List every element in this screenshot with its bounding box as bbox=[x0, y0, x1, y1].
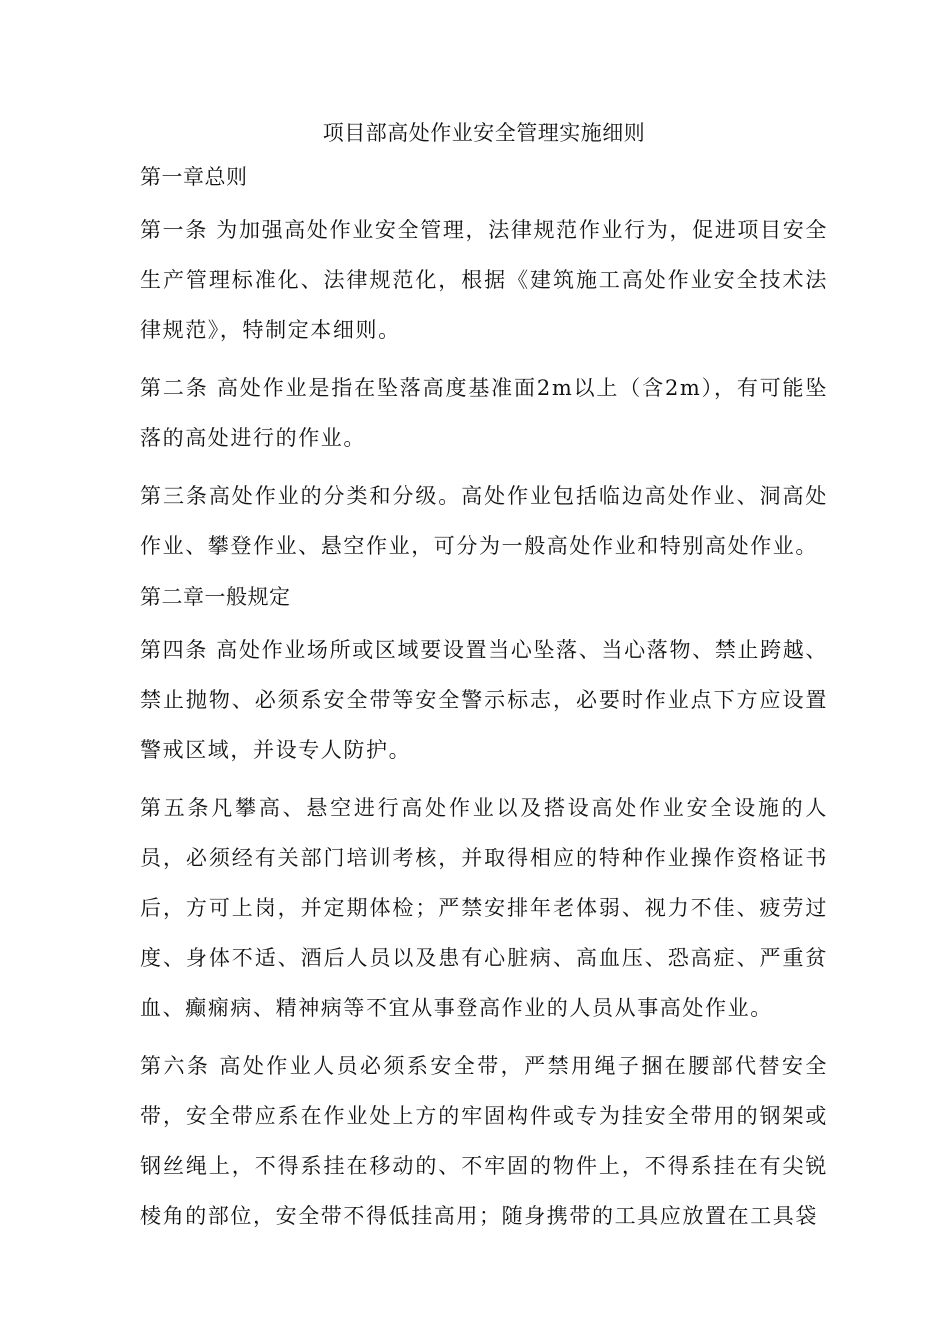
chapter-heading-2: 第二章一般规定 bbox=[140, 585, 291, 609]
article-6: 第六条 高处作业人员必须系安全带，严禁用绳子捆在腰部代替安全带，安全带应系在作业处上方的牢固构件或专为挂安全带用的钢架或钢丝绳上，不得系挂在移动的、不牢固的物件上，不得系挂在有尖锐棱角的部位，安全带不得低挂高用；随身携带的工具应放置在工具袋 bbox=[140, 1054, 828, 1228]
chapter-heading-1: 第一章总则 bbox=[140, 165, 248, 189]
article-2: 第二条 高处作业是指在坠落高度基准面2m以上（含2m），有可能坠落的高处进行的作业。 bbox=[140, 376, 828, 450]
article-4: 第四条 高处作业场所或区域要设置当心坠落、当心落物、禁止跨越、禁止抛物、必须系安全带等安全警示标志，必要时作业点下方应设置警戒区域，并设专人防护。 bbox=[140, 638, 828, 762]
article-1: 第一条 为加强高处作业安全管理，法律规范作业行为，促进项目安全生产管理标准化、法律规范化，根据《建筑施工高处作业安全技术法律规范》，特制定本细则。 bbox=[140, 218, 828, 342]
article-5: 第五条凡攀高、悬空进行高处作业以及搭设高处作业安全设施的人员，必须经有关部门培训考核，并取得相应的特种作业操作资格证书后，方可上岗，并定期体检；严禁安排年老体弱、视力不佳、疲劳过度、身体不适、酒后人员以及患有心脏病、高血压、恐高症、严重贫血、癫痫病、精神病等不宜从事登高作业的人员从事高处作业。 bbox=[140, 796, 828, 1020]
article-3: 第三条高处作业的分类和分级。高处作业包括临边高处作业、洞高处作业、攀登作业、悬空作业，可分为一般高处作业和特别高处作业。 bbox=[140, 484, 828, 558]
document-title: 项目部高处作业安全管理实施细则 bbox=[322, 121, 646, 145]
